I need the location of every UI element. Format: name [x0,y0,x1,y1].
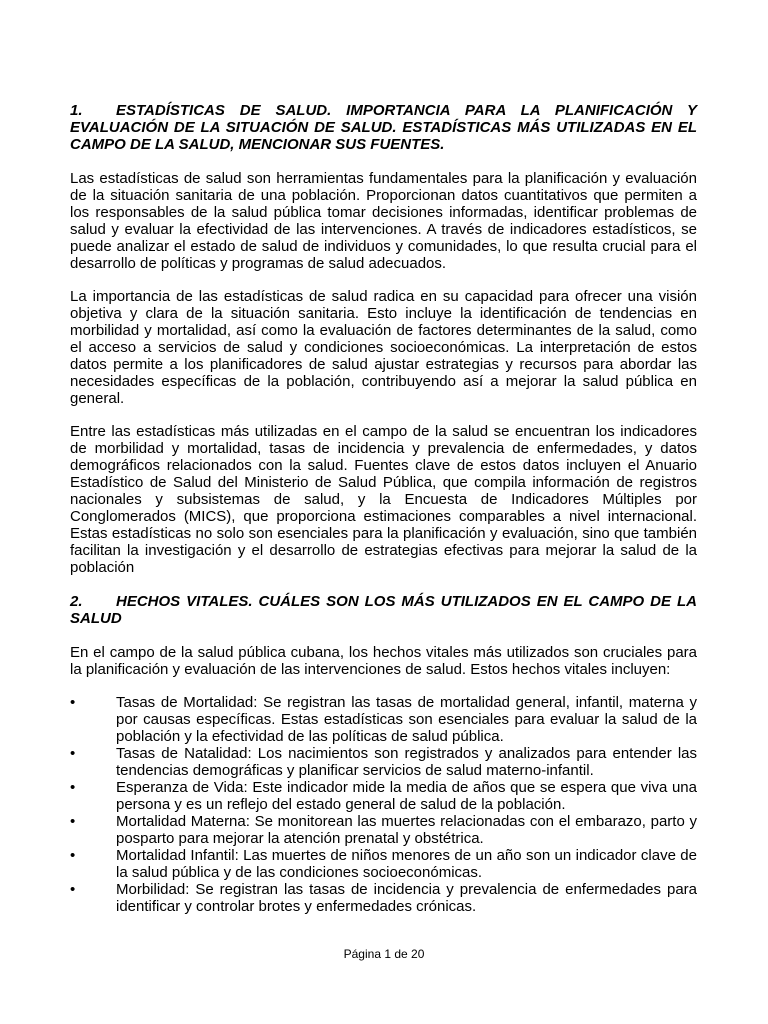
document-body [70,102,697,915]
bullet-icon: • [70,881,76,898]
section-2-heading [70,593,697,627]
list-item: • Tasas de Mortalidad: Se registran las tasas de mortalidad general, infantil, materna y por causas específicas. Estas estadísticas son esenciales para evaluar la salud de la población y la efectividad de las políticas de salud pública. [70,694,697,745]
list-item: • Mortalidad Infantil: Las muertes de niños menores de un año son un indicador clave de la salud pública y de las condiciones socioeconómicas. [70,847,697,881]
list-item: • Tasas de Natalidad: Los nacimientos son registrados y analizados para entender las tendencias demográficas y planificar servicios de salud materno-infantil. [70,745,697,779]
section-2-title: HECHOS VITALES. CUÁLES SON LOS MÁS UTILIZADOS EN EL CAMPO DE LA SALUD [70,593,697,627]
section-1-title: ESTADÍSTICAS DE SALUD. IMPORTANCIA PARA LA PLANIFICACIÓN Y EVALUACIÓN DE LA SITUACIÓN DE SALUD. ESTADÍSTICAS MÁS UTILIZADAS EN EL CAMPO DE LA SALUD, MENCIONAR SUS FUENTES. [70,102,697,153]
bullet-icon: • [70,694,76,711]
list-item: • Mortalidad Materna: Se monitorean las muertes relacionadas con el embarazo, parto y posparto para mejorar la atención prenatal y obstétrica. [70,813,697,847]
list-item: • Morbilidad: Se registran las tasas de incidencia y prevalencia de enfermedades para identificar y controlar brotes y enfermedades crónicas. [70,881,697,915]
page-number-footer: Página 1 de 20 [343,947,425,961]
bullet-icon: • [70,847,76,864]
section-1-paragraph-3: Entre las estadísticas más utilizadas en el campo de la salud se encuentran los indicadores de morbilidad y mortalidad, tasas de incidencia y prevalencia de enfermedades, y datos demográficos relacionados con la salud. Fuentes clave de estos datos incluyen el Anuario Estadístico de Salud del Ministerio de Salud Pública, que compila información de registros nacionales y subsistemas de salud, y la Encuesta de Indicadores Múltiples por Conglomerados (MICS), que proporciona estimaciones comparables a nivel internacional. Estas estadísticas no solo son esenciales para la planificación y evaluación, sino que también facilitan la investigación y el desarrollo de estrategias efectivas para mejorar la salud de la población [70,423,697,576]
vital-facts-list [70,694,697,915]
section-1-number: 1. [70,102,83,119]
bullet-icon: • [70,745,76,762]
bullet-icon: • [70,779,76,796]
section-1-paragraph-1: Las estadísticas de salud son herramientas fundamentales para la planificación y evaluación de la situación sanitaria de una población. Proporcionan datos cuantitativos que permiten a los responsables de la salud pública tomar decisiones informadas, identificar problemas de salud y evaluar la efectividad de las intervenciones. A través de indicadores estadísticos, se puede analizar el estado de salud de individuos y comunidades, lo que resulta crucial para el desarrollo de políticas y programas de salud adecuados. [70,170,697,272]
bullet-icon: • [70,813,76,830]
section-2-number: 2. [70,593,83,610]
section-1-paragraph-2: La importancia de las estadísticas de salud radica en su capacidad para ofrecer una visión objetiva y clara de la situación sanitaria. Esto incluye la identificación de tendencias en morbilidad y mortalidad, así como la evaluación de factores determinantes de la salud, como el acceso a servicios de salud y condiciones socioeconómicas. La interpretación de estos datos permite a los planificadores de salud ajustar estrategias y recursos para abordar las necesidades específicas de la población, contribuyendo así a mejorar la salud pública en general. [70,288,697,407]
list-item: • Esperanza de Vida: Este indicador mide la media de años que se espera que viva una persona y es un reflejo del estado general de salud de la población. [70,779,697,813]
section-1-heading [70,102,697,153]
section-2-intro: En el campo de la salud pública cubana, los hechos vitales más utilizados son cruciales para la planificación y evaluación de las intervenciones de salud. Estos hechos vitales incluyen: [70,644,697,678]
